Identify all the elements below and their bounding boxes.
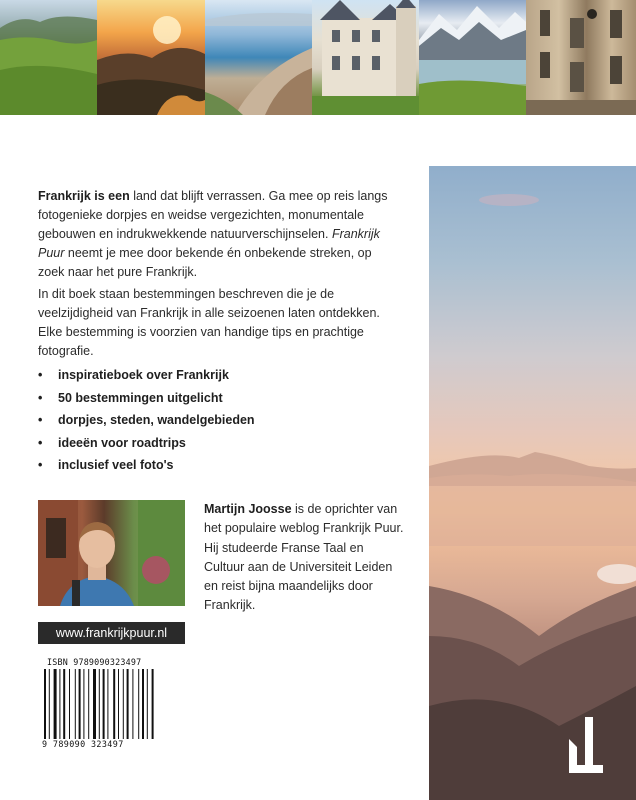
author-bio: [204, 500, 404, 616]
feature-list: [38, 366, 398, 479]
bullet-icon: •: [38, 413, 43, 427]
intro-text-2: neemt je mee door bekende én onbekende streken, op zoek naar het pure Frankrijk.: [38, 246, 372, 279]
isbn-barcode: [40, 655, 155, 752]
website-link[interactable]: www.frankrijkpuur.nl: [38, 622, 185, 644]
publisher-logo-icon: [569, 717, 603, 773]
green-hills-photo: [0, 0, 97, 115]
feature-text: inclusief veel foto's: [58, 458, 174, 472]
photo-strip: [0, 0, 636, 115]
intro-book-title: Frankrijk Puur: [38, 227, 380, 260]
author-photo: [38, 500, 185, 606]
body-paragraph: In dit boek staan bestemmingen beschreven die je de veelzijdigheid van Frankrijk in alle seizoenen laten ontdekken. Elke bestemming is voorzien van handige tips en prachtige fotografie.: [38, 287, 380, 358]
feature-text: 50 bestemmingen uitgelicht: [58, 390, 223, 405]
intro-lead: Frankrijk is een: [38, 189, 130, 203]
feature-list-item: [38, 434, 398, 457]
castle-photo: [312, 0, 419, 115]
intro-text-1: land dat blijft verrassen. Ga mee op reis langs fotogenieke dorpjes en weidse vergezichten, monumentale gebouwen en indrukwekkende natuurverschijnselen.: [38, 189, 388, 241]
riviera-beach-photo: [205, 0, 312, 115]
bullet-icon: •: [38, 390, 43, 405]
intro-paragraph: [38, 187, 400, 282]
bullet-icon: •: [38, 368, 43, 382]
feature-text: ideeën voor roadtrips: [58, 435, 186, 450]
author-name: Martijn Joosse: [204, 502, 292, 516]
alpine-lake-photo: [419, 0, 526, 115]
barcode-digits: 9 789090 323497: [42, 739, 124, 749]
bullet-icon: •: [38, 435, 43, 450]
feature-list-item: [38, 411, 398, 434]
bullet-icon: •: [38, 458, 43, 472]
mountain-sunset-photo: [429, 166, 636, 800]
sunset-coast-photo: [97, 0, 205, 115]
feature-list-item: [38, 366, 398, 389]
feature-list-item: [38, 456, 398, 479]
feature-text: inspiratieboek over Frankrijk: [58, 368, 229, 382]
barcode-bars: [40, 655, 155, 752]
feature-list-item: [38, 389, 398, 412]
author-bio-text: is de oprichter van het populaire weblog Frankrijk Puur. Hij studeerde Franse Taal en Cultuur aan de Universiteit Leiden en reist bijna maandelijks door Frankrijk.: [204, 502, 404, 613]
isbn-number: ISBN 9789090323497: [47, 657, 142, 667]
feature-text: dorpjes, steden, wandelgebieden: [58, 413, 255, 427]
old-street-photo: [526, 0, 636, 115]
